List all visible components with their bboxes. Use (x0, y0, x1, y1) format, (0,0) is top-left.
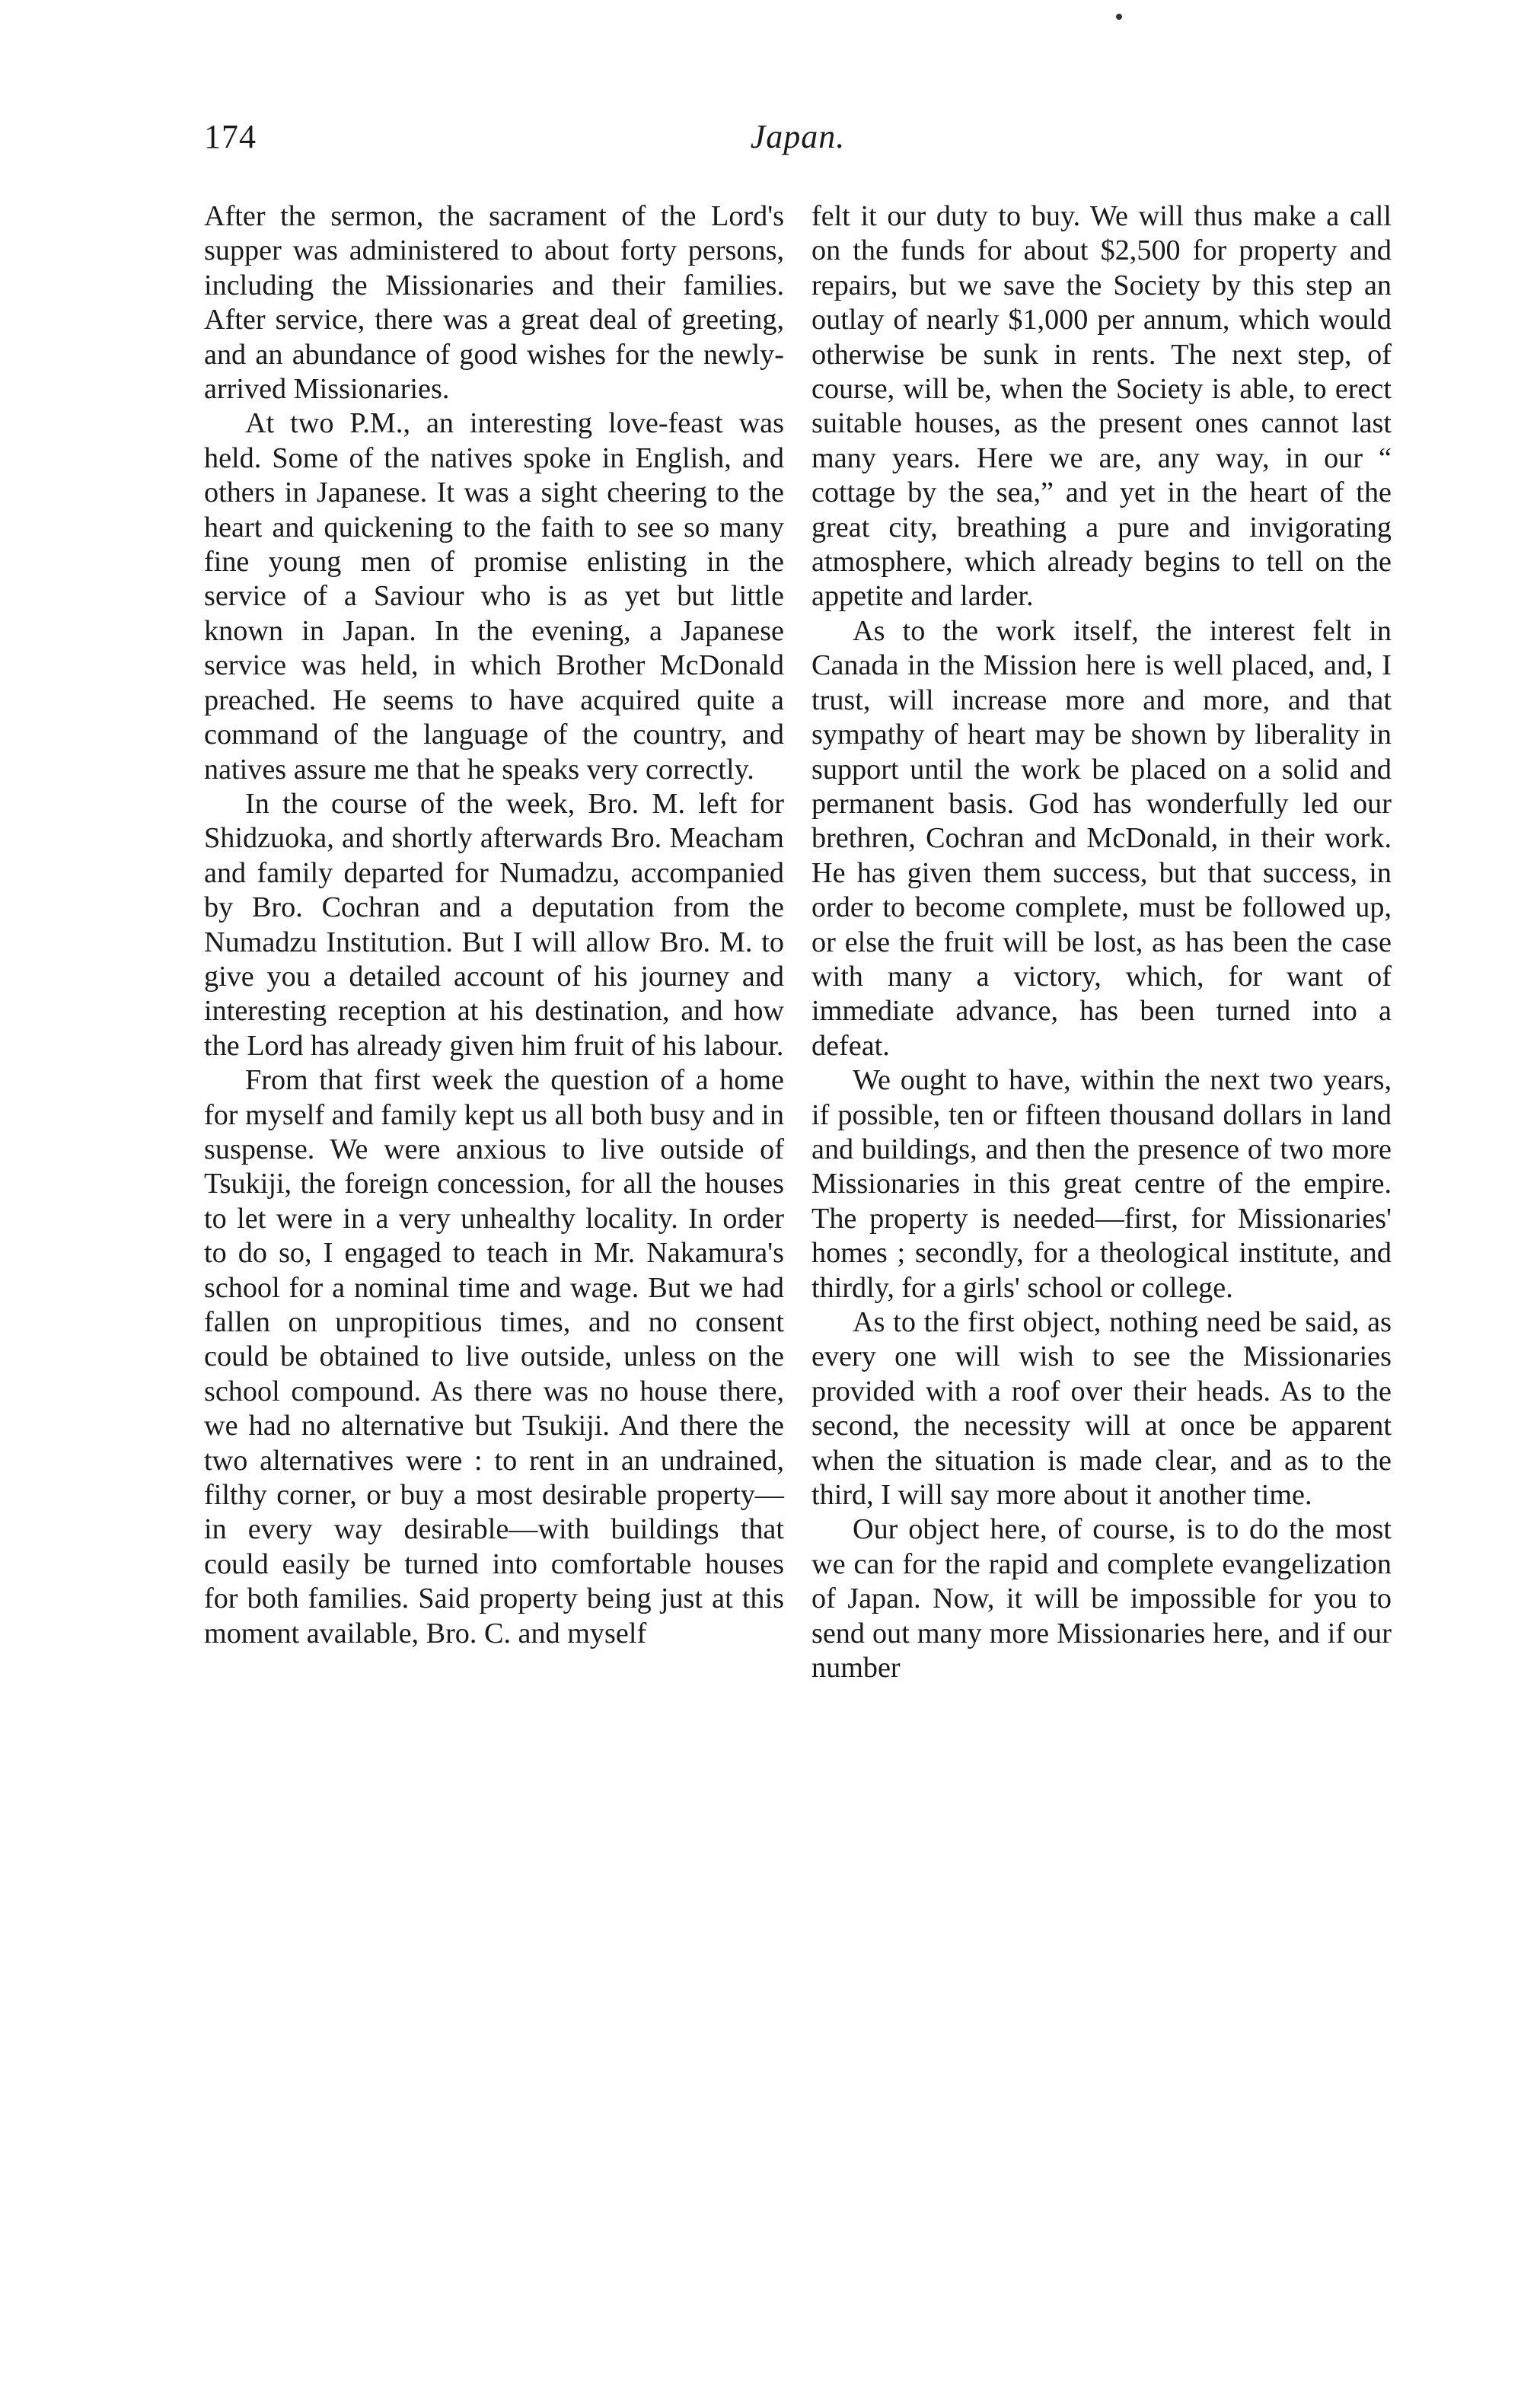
running-title: Japan. (750, 118, 846, 155)
paragraph: In the course of the week, Bro. M. left for Shidzuoka, and shortly afterwards Bro. Meacham and family departed for Numadzu, accompanied by Bro. Cochran and a deputation from the Numadzu Institution. But I will allow Bro. M. to give you a detailed account of his journey and interesting reception at his destination, and how the Lord has already given him fruit of his labour. (204, 787, 784, 1062)
right-column (811, 199, 1392, 1685)
paragraph: As to the first object, nothing need be said, as every one will wish to see the Missionaries provided with a roof over their heads. As to the second, the necessity will at once be apparent when the situation is made clear, and as to the third, I will say more about it another time. (811, 1306, 1392, 1512)
page-number: 174 (204, 118, 257, 155)
page-header (204, 114, 1392, 160)
print-speck (1116, 14, 1122, 20)
paragraph: As to the work itself, the interest felt in Canada in the Mission here is well placed, and, I trust, will increase more and more, and that sympathy of heart may be shown by liberality in support until the work be placed on a solid and permanent basis. God has wonderfully led our brethren, Cochran and McDonald, in their work. He has given them success, but that success, in order to become complete, must be followed up, or else the fruit will be lost, as has been the case with many a victory, which, for want of immediate advance, has been turned into a defeat. (811, 614, 1392, 1062)
left-column (204, 199, 784, 1651)
paragraph: From that first week the question of a home for myself and family kept us all both busy and in suspense. We were anxious to live outside of Tsukiji, the foreign concession, for all the houses to let were in a very unhealthy locality. In order to do so, I engaged to teach in Mr. Nakamura's school for a nominal time and wage. But we had fallen on unpropitious times, and no consent could be obtained to live outside, unless on the school compound. As there was no house there, we had no alternative but Tsukiji. And there the two alternatives were : to rent in an undrained, filthy corner, or buy a most desirable property— in every way desirable—with buildings that could easily be turned into comfortable houses for both families. Said property being just at this moment available, Bro. C. and myself (204, 1064, 784, 1649)
paragraph: Our object here, of course, is to do the most we can for the rapid and complete evangelization of Japan. Now, it will be impossible for you to send out many more Missionaries here, and if our number (811, 1513, 1392, 1685)
paragraph: After the sermon, the sacrament of the Lord's supper was administered to about forty persons, including the Missionaries and their families. After service, there was a great deal of greeting, and an abundance of good wishes for the newly-arrived Missionaries. (204, 200, 784, 406)
paragraph: At two P.M., an interesting love-feast was held. Some of the natives spoke in English, and others in Japanese. It was a sight cheering to the heart and quickening to the faith to see so many fine young men of promise enlisting in the service of a Saviour who is as yet but little known in Japan. In the evening, a Japanese service was held, in which Brother McDonald preached. He seems to have acquired quite a command of the language of the country, and natives assure me that he speaks very correctly. (204, 407, 784, 786)
paragraph: felt it our duty to buy. We will thus make a call on the funds for about $2,500 for property and repairs, but we save the Society by this step an outlay of nearly $1,000 per annum, which would otherwise be sunk in rents. The next step, of course, will be, when the Society is able, to erect suitable houses, as the present ones cannot last many years. Here we are, any way, in our “ cottage by the sea,” and yet in the heart of the great city, breathing a pure and invigorating atmosphere, which already begins to tell on the appetite and larder. (811, 200, 1392, 613)
paragraph: We ought to have, within the next two years, if possible, ten or fifteen thousand dollars in land and buildings, and then the presence of two more Missionaries in this great centre of the empire. The property is needed—first, for Missionaries' homes ; secondly, for a theological institute, and thirdly, for a girls' school or college. (811, 1064, 1392, 1304)
